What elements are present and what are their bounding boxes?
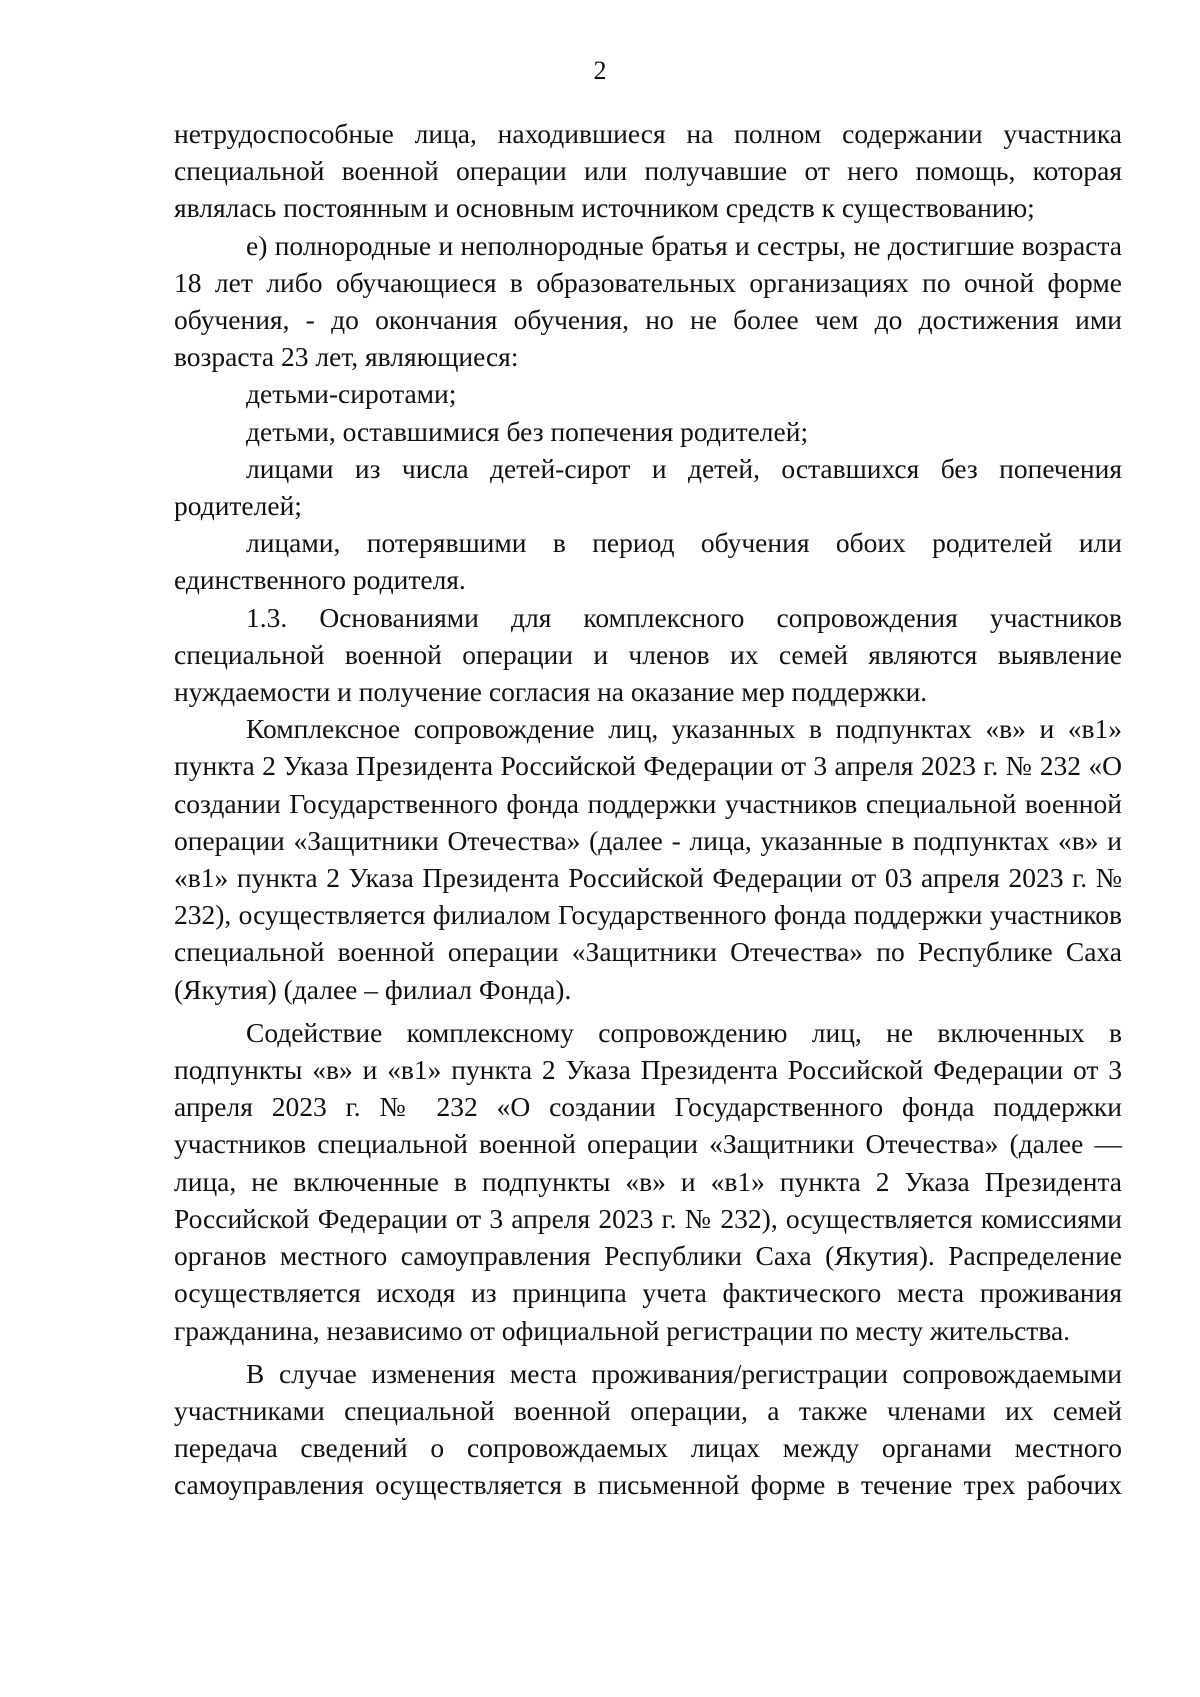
paragraph-without-care: детьми, оставшимися без попечения родителей;: [246, 415, 809, 447]
paragraph-change-residence: В случае изменения места проживания/регистрации сопровождаемыми участниками специальной военной операции, а также членами их семей передача сведений о сопровождаемых лицах между органами местного самоуправления осуществляется в письменной форме в течение трех рабочих: [174, 1357, 1122, 1501]
paragraph-lost-parents: лицами, потерявшими в период обучения обоих родителей или единственного родителя.: [174, 527, 1122, 596]
paragraph-local-commissions: Содействие комплексному сопровождению лиц, не включенных в подпункты «в» и «в1» пункта 2 Указа Президента Российской Федерации от 3 апреля 2023 г. № 232 «О создании Государственного фонда поддержки участников специальной военной операции «Защитники Отечества» (далее — лица, не включенные в подпункты «в» и «в1» пункта 2 Указа Президента Российской Федерации от 3 апреля 2023 г. № 232), осуществляется комиссиями органов местного самоуправления Республики Саха (Якутия). Распределение осуществляется исходя из принципа учета фактического места проживания гражданина, независимо от официальной регистрации по месту жительства.: [174, 1016, 1122, 1346]
paragraph-1-3: 1.3. Основаниями для комплексного сопровождения участников специальной военной операции и членов их семей являются выявление нуждаемости и получение согласия на оказание мер поддержки.: [174, 601, 1122, 708]
document-body: [174, 115, 1122, 1504]
paragraph-orphans: детьми-сиротами;: [246, 378, 457, 410]
paragraph-from-orphans: лицами из числа детей-сирот и детей, оставшихся без попечения родителей;: [174, 452, 1122, 522]
page-number: 2: [593, 56, 607, 85]
paragraph-fund-support: Комплексное сопровождение лиц, указанных в подпунктах «в» и «в1» пункта 2 Указа Президента Российской Федерации от 3 апреля 2023 г. № 232 «О создании Государственного фонда поддержки участников специальной военной операции «Защитники Отечества» (далее - лица, указанные в подпунктах «в» и «в1» пункта 2 Указа Президента Российской Федерации от 03 апреля 2023 г. № 232), осуществляется филиалом Государственного фонда поддержки участников специальной военной операции «Защитники Отечества» по Республике Саха (Якутия) (далее – филиал Фонда).: [174, 713, 1122, 1005]
paragraph-continuation: нетрудоспособные лица, находившиеся на полном содержании участника специальной военной операции или получавшие от него помощь, которая являлась постоянным и основным источником средств к существованию;: [174, 118, 1122, 224]
paragraph-item-e: е) полнородные и неполнородные братья и сестры, не достигшие возраста 18 лет либо обучающиеся в образовательных организациях по очной форме обучения, - до окончания обучения, но не более чем до достижения ими возраста 23 лет, являющиеся:: [174, 229, 1122, 373]
